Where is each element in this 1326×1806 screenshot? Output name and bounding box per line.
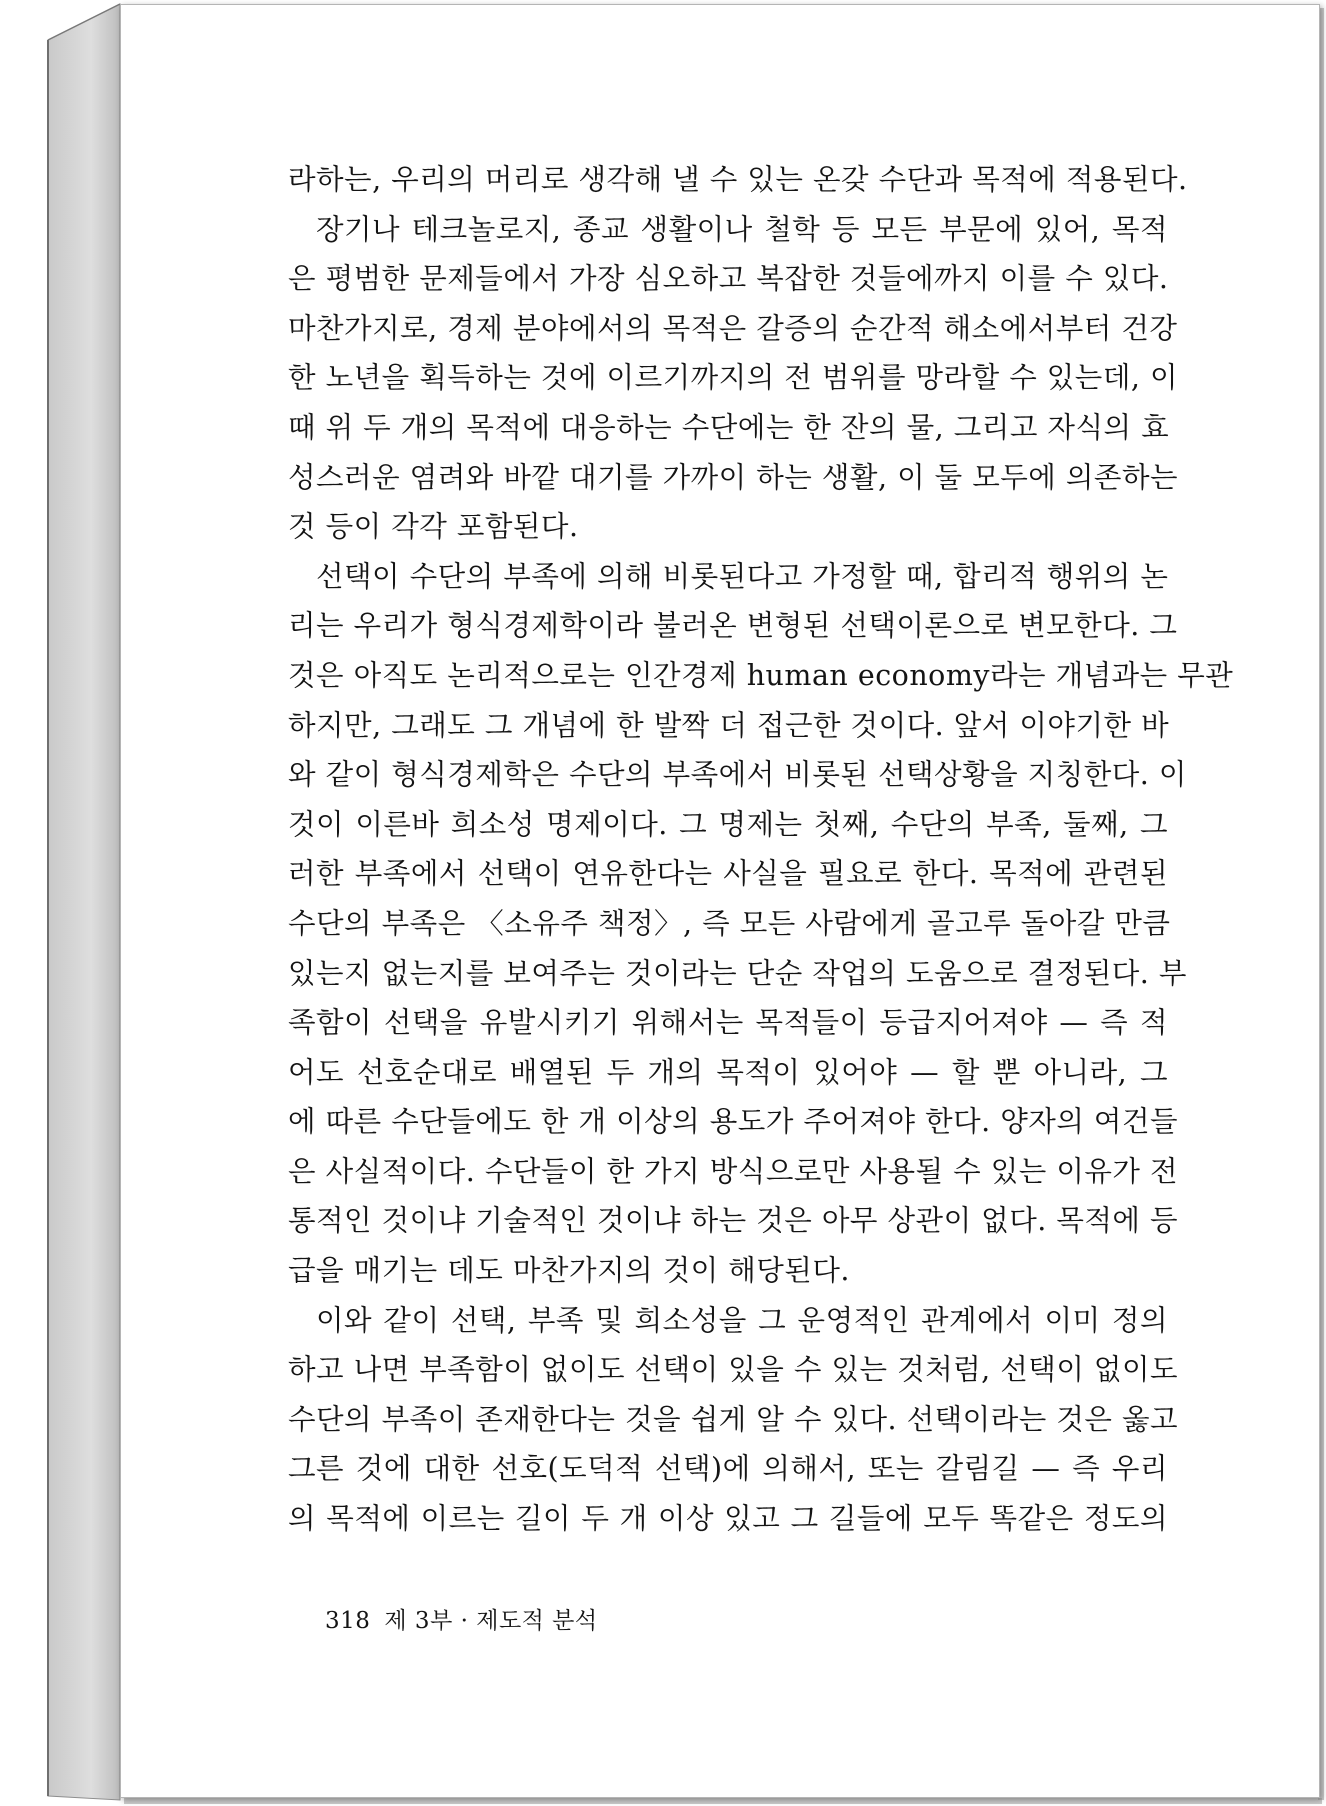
text-line: 라하는, 우리의 머리로 생각해 낼 수 있는 온갖 수단과 목적에 적용된다. [288,163,1188,196]
text-line: 은 사실적이다. 수단들이 한 가지 방식으로만 사용될 수 있는 이유가 전 [288,1154,1179,1188]
page-body-text [288,155,1234,1544]
text-line: 리는 우리가 형식경제학이라 불러온 변형된 선택이론으로 변모한다. 그 [288,609,1178,643]
text-line: 와 같이 형식경제학은 수단의 부족에서 비롯된 선택상황을 지칭한다. 이 [288,758,1187,792]
page-footer [325,1602,612,1635]
text-line: 것이 이른바 희소성 명제이다. 그 명제는 첫째, 수단의 부족, 둘째, 그 [288,807,1168,841]
page-number: 318 [325,1608,371,1634]
text-line: 때 위 두 개의 목적에 대응하는 수단에는 한 잔의 물, 그리고 자식의 효 [288,410,1170,444]
text-line: 한 노년을 획득하는 것에 이르기까지의 전 범위를 망라할 수 있는데, 이 [288,361,1179,395]
text-line: 있는지 없는지를 보여주는 것이라는 단순 작업의 도움으로 결정된다. 부 [288,956,1187,990]
text-line: 러한 부족에서 선택이 연유한다는 사실을 필요로 한다. 목적에 관련된 [288,857,1168,891]
text-line: 하지만, 그래도 그 개념에 한 발짝 더 접근한 것이다. 앞서 이야기한 바 [288,708,1170,742]
text-line: 수단의 부족이 존재한다는 것을 쉽게 알 수 있다. 선택이라는 것은 옳고 [288,1402,1179,1436]
text-line: 하고 나면 부족함이 없이도 선택이 있을 수 있는 것처럼, 선택이 없이도 [288,1353,1179,1387]
text-line: 그른 것에 대한 선호(도덕적 선택)에 의해서, 또는 갈림길 — 즉 우리 [288,1452,1168,1486]
text-line: 의 목적에 이르는 길이 두 개 이상 있고 그 길들에 모두 똑같은 정도의 [288,1502,1168,1536]
running-title: 제 3부 · 제도적 분석 [384,1608,598,1634]
text-line: 장기나 테크놀로지, 종교 생활이나 철학 등 모든 부문에 있어, 목적 [316,212,1168,246]
text-line: 족함이 선택을 유발시키기 위해서는 목적들이 등급지어져야 — 즉 적 [288,1006,1168,1040]
text-line: 어도 선호순대로 배열된 두 개의 목적이 있어야 — 할 뿐 아니라, 그 [288,1055,1168,1089]
text-line: 선택이 수단의 부족에 의해 비롯된다고 가정할 때, 합리적 행위의 논 [316,559,1169,593]
text-line: 마찬가지로, 경제 분야에서의 목적은 갈증의 순간적 해소에서부터 건강 [288,311,1178,345]
text-line: 것은 아직도 논리적으로는 인간경제 human economy라는 개념과는 무관 [288,658,1234,692]
text-line: 급을 매기는 데도 마찬가지의 것이 해당된다. [288,1254,850,1288]
text-line: 성스러운 염려와 바깥 대기를 가까이 하는 생활, 이 둘 모두에 의존하는 [288,460,1179,494]
text-line: 이와 같이 선택, 부족 및 희소성을 그 운영적인 관계에서 이미 정의 [316,1303,1168,1337]
text-line: 은 평범한 문제들에서 가장 심오하고 복잡한 것들에까지 이를 수 있다. [288,262,1169,296]
text-line: 것 등이 각각 포함된다. [288,510,579,544]
text-line: 수단의 부족은 〈소유주 책정〉, 즉 모든 사람에게 골고루 돌아갈 만큼 [288,906,1171,940]
text-line: 통적인 것이냐 기술적인 것이냐 하는 것은 아무 상관이 없다. 목적에 등 [288,1204,1179,1238]
text-line: 에 따른 수단들에도 한 개 이상의 용도가 주어져야 한다. 양자의 여건들 [288,1105,1179,1139]
